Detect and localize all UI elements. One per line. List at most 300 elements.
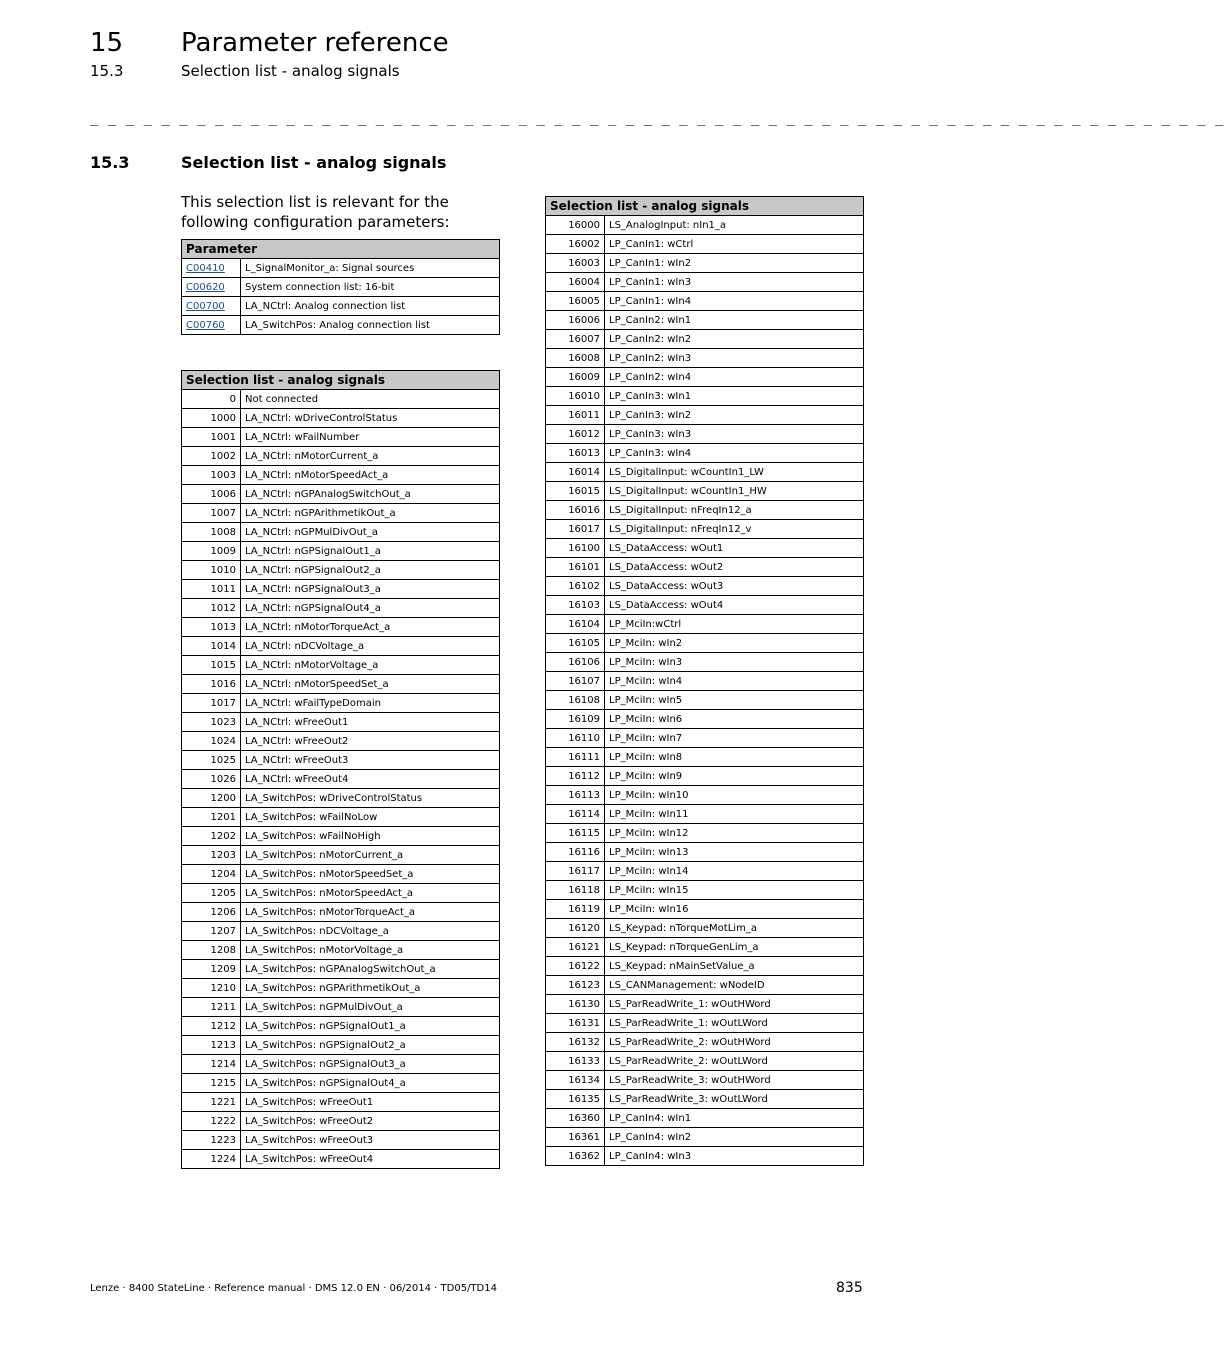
table-row [182, 922, 500, 941]
table-row [546, 710, 864, 729]
signal-name: LP_MciIn: wIn5 [605, 691, 864, 710]
signal-code: 16118 [546, 881, 605, 900]
table-row [546, 539, 864, 558]
header-section-number: 15.3 [90, 62, 124, 80]
table-row [182, 770, 500, 789]
signal-code: 16017 [546, 520, 605, 539]
left-selection-table-header: Selection list - analog signals [182, 371, 500, 390]
table-row [182, 618, 500, 637]
table-row [546, 995, 864, 1014]
signal-name: LA_NCtrl: nGPSignalOut3_a [241, 580, 500, 599]
table-row [546, 691, 864, 710]
table-row [182, 1017, 500, 1036]
signal-name: LA_SwitchPos: wFreeOut4 [241, 1150, 500, 1169]
signal-name: LP_MciIn: wIn12 [605, 824, 864, 843]
parameter-code-link[interactable]: C00620 [182, 278, 241, 297]
signal-name: LA_NCtrl: wFreeOut1 [241, 713, 500, 732]
signal-code: 16132 [546, 1033, 605, 1052]
signal-code: 16015 [546, 482, 605, 501]
left-selection-table [181, 370, 500, 1169]
signal-name: LP_MciIn: wIn15 [605, 881, 864, 900]
table-row [182, 694, 500, 713]
table-row [182, 561, 500, 580]
signal-code: 1000 [182, 409, 241, 428]
table-row [182, 316, 500, 335]
table-row [546, 919, 864, 938]
signal-name: LA_NCtrl: nGPSignalOut1_a [241, 542, 500, 561]
signal-code: 1007 [182, 504, 241, 523]
signal-name: LS_Keypad: nMainSetValue_a [605, 957, 864, 976]
signal-code: 16108 [546, 691, 605, 710]
signal-name: LA_NCtrl: nMotorTorqueAct_a [241, 618, 500, 637]
signal-name: LP_CanIn3: wIn1 [605, 387, 864, 406]
signal-code: 16000 [546, 216, 605, 235]
signal-code: 1017 [182, 694, 241, 713]
signal-name: LS_DataAccess: wOut1 [605, 539, 864, 558]
table-row [546, 463, 864, 482]
signal-name: LS_Keypad: nTorqueMotLim_a [605, 919, 864, 938]
table-row [182, 979, 500, 998]
signal-name: LA_SwitchPos: nMotorVoltage_a [241, 941, 500, 960]
table-row [546, 349, 864, 368]
signal-name: LA_SwitchPos: nGPSignalOut3_a [241, 1055, 500, 1074]
signal-code: 16008 [546, 349, 605, 368]
signal-name: LA_SwitchPos: nGPSignalOut2_a [241, 1036, 500, 1055]
signal-name: LA_SwitchPos: nMotorSpeedSet_a [241, 865, 500, 884]
signal-name: LA_SwitchPos: wFreeOut1 [241, 1093, 500, 1112]
table-row [546, 311, 864, 330]
signal-name: LA_SwitchPos: wFreeOut2 [241, 1112, 500, 1131]
signal-name: LA_SwitchPos: wFailNoHigh [241, 827, 500, 846]
table-row [546, 501, 864, 520]
parameter-table-header: Parameter [182, 240, 500, 259]
signal-name: LA_NCtrl: nGPSignalOut2_a [241, 561, 500, 580]
signal-code: 16115 [546, 824, 605, 843]
table-row [182, 428, 500, 447]
signal-name: LP_CanIn1: wIn3 [605, 273, 864, 292]
table-row [182, 789, 500, 808]
parameter-table [181, 239, 500, 335]
signal-code: 1011 [182, 580, 241, 599]
table-row [546, 406, 864, 425]
table-row [182, 1112, 500, 1131]
signal-name: LP_CanIn1: wCtrl [605, 235, 864, 254]
signal-name: LS_DataAccess: wOut3 [605, 577, 864, 596]
page-number: 835 [836, 1280, 863, 1296]
table-row [182, 941, 500, 960]
table-row [546, 1090, 864, 1109]
table-row [182, 637, 500, 656]
signal-code: 1023 [182, 713, 241, 732]
signal-name: LP_CanIn2: wIn2 [605, 330, 864, 349]
signal-name: LS_ParReadWrite_2: wOutLWord [605, 1052, 864, 1071]
signal-code: 16117 [546, 862, 605, 881]
signal-code: 16119 [546, 900, 605, 919]
signal-name: LA_SwitchPos: nMotorTorqueAct_a [241, 903, 500, 922]
signal-code: 1010 [182, 561, 241, 580]
signal-name: LP_CanIn1: wIn4 [605, 292, 864, 311]
table-row [546, 824, 864, 843]
parameter-description: L_SignalMonitor_a: Signal sources [241, 259, 500, 278]
signal-name: LP_MciIn: wIn6 [605, 710, 864, 729]
signal-code: 16104 [546, 615, 605, 634]
signal-name: LP_MciIn: wIn4 [605, 672, 864, 691]
table-row [546, 729, 864, 748]
signal-name: LP_CanIn2: wIn4 [605, 368, 864, 387]
signal-name: LP_CanIn4: wIn2 [605, 1128, 864, 1147]
signal-name: LP_CanIn4: wIn3 [605, 1147, 864, 1166]
signal-code: 0 [182, 390, 241, 409]
signal-code: 16100 [546, 539, 605, 558]
signal-code: 1015 [182, 656, 241, 675]
table-row [546, 273, 864, 292]
signal-name: LA_NCtrl: nMotorSpeedSet_a [241, 675, 500, 694]
signal-code: 16009 [546, 368, 605, 387]
signal-name: LA_NCtrl: wDriveControlStatus [241, 409, 500, 428]
table-row [182, 278, 500, 297]
table-row [546, 1128, 864, 1147]
signal-name: LS_DigitalInput: nFreqIn12_a [605, 501, 864, 520]
table-row [546, 558, 864, 577]
signal-name: LA_NCtrl: nGPArithmetikOut_a [241, 504, 500, 523]
table-row [546, 216, 864, 235]
signal-name: LP_CanIn3: wIn2 [605, 406, 864, 425]
table-row [546, 862, 864, 881]
signal-code: 16013 [546, 444, 605, 463]
signal-code: 16006 [546, 311, 605, 330]
signal-code: 1204 [182, 865, 241, 884]
table-row [546, 1071, 864, 1090]
signal-name: LP_MciIn: wIn9 [605, 767, 864, 786]
signal-name: LS_ParReadWrite_3: wOutLWord [605, 1090, 864, 1109]
signal-code: 16004 [546, 273, 605, 292]
table-row [546, 900, 864, 919]
table-row [546, 368, 864, 387]
table-row [182, 1131, 500, 1150]
signal-name: Not connected [241, 390, 500, 409]
table-row [182, 297, 500, 316]
signal-name: LS_ParReadWrite_2: wOutHWord [605, 1033, 864, 1052]
section-number: 15.3 [90, 153, 130, 172]
table-row [182, 1074, 500, 1093]
signal-code: 16120 [546, 919, 605, 938]
table-row [546, 1033, 864, 1052]
parameter-code-link[interactable]: C00760 [182, 316, 241, 335]
table-row [546, 482, 864, 501]
table-row [546, 330, 864, 349]
signal-name: LA_SwitchPos: nDCVoltage_a [241, 922, 500, 941]
signal-name: LP_MciIn: wIn2 [605, 634, 864, 653]
table-row [182, 599, 500, 618]
table-row [546, 235, 864, 254]
signal-name: LP_CanIn3: wIn3 [605, 425, 864, 444]
table-row [546, 653, 864, 672]
signal-code: 16107 [546, 672, 605, 691]
signal-code: 16112 [546, 767, 605, 786]
table-row [546, 520, 864, 539]
signal-code: 16110 [546, 729, 605, 748]
signal-code: 16002 [546, 235, 605, 254]
table-row [182, 656, 500, 675]
table-row [182, 523, 500, 542]
signal-name: LS_AnalogInput: nIn1_a [605, 216, 864, 235]
table-row [546, 1109, 864, 1128]
signal-code: 16135 [546, 1090, 605, 1109]
table-row [182, 1150, 500, 1169]
signal-code: 1002 [182, 447, 241, 466]
table-row [182, 504, 500, 523]
signal-code: 1014 [182, 637, 241, 656]
signal-name: LS_DataAccess: wOut4 [605, 596, 864, 615]
signal-name: LP_CanIn1: wIn2 [605, 254, 864, 273]
signal-code: 1024 [182, 732, 241, 751]
signal-name: LA_NCtrl: wFreeOut3 [241, 751, 500, 770]
signal-name: LP_MciIn: wIn16 [605, 900, 864, 919]
signal-code: 16105 [546, 634, 605, 653]
parameter-code-link[interactable]: C00700 [182, 297, 241, 316]
signal-code: 16011 [546, 406, 605, 425]
table-row [182, 485, 500, 504]
parameter-description: System connection list: 16-bit [241, 278, 500, 297]
signal-name: LA_SwitchPos: wDriveControlStatus [241, 789, 500, 808]
signal-name: LP_MciIn: wIn13 [605, 843, 864, 862]
table-row [182, 865, 500, 884]
table-row [182, 580, 500, 599]
signal-code: 1208 [182, 941, 241, 960]
table-row [182, 884, 500, 903]
signal-name: LA_NCtrl: nGPMulDivOut_a [241, 523, 500, 542]
signal-code: 16362 [546, 1147, 605, 1166]
signal-name: LS_Keypad: nTorqueGenLim_a [605, 938, 864, 957]
signal-code: 16103 [546, 596, 605, 615]
signal-code: 1003 [182, 466, 241, 485]
signal-code: 1008 [182, 523, 241, 542]
signal-code: 16005 [546, 292, 605, 311]
table-row [546, 1052, 864, 1071]
table-row [182, 903, 500, 922]
signal-code: 16123 [546, 976, 605, 995]
separator-line: _ _ _ _ _ _ _ _ _ _ _ _ _ _ _ _ _ _ _ _ _ _ _ _ _ _ _ _ _ _ _ _ _ _ _ _ _ _ _ _ _ _ _ _ _ _ _ _ _ _ _ _ _ _ _ _ _ _ _ _ _ _ _ _ [90, 110, 1224, 126]
signal-code: 1006 [182, 485, 241, 504]
signal-name: LA_NCtrl: wFailTypeDomain [241, 694, 500, 713]
table-row [546, 596, 864, 615]
table-row [182, 447, 500, 466]
section-title: Selection list - analog signals [181, 153, 447, 172]
signal-name: LA_NCtrl: nMotorSpeedAct_a [241, 466, 500, 485]
signal-code: 1203 [182, 846, 241, 865]
table-row [182, 1055, 500, 1074]
parameter-code-link[interactable]: C00410 [182, 259, 241, 278]
table-row [546, 786, 864, 805]
signal-name: LA_SwitchPos: nGPSignalOut1_a [241, 1017, 500, 1036]
signal-code: 1221 [182, 1093, 241, 1112]
signal-code: 1212 [182, 1017, 241, 1036]
signal-code: 1222 [182, 1112, 241, 1131]
table-row [182, 1036, 500, 1055]
signal-code: 16130 [546, 995, 605, 1014]
signal-code: 1026 [182, 770, 241, 789]
signal-code: 1223 [182, 1131, 241, 1150]
signal-name: LA_NCtrl: wFreeOut2 [241, 732, 500, 751]
table-row [182, 675, 500, 694]
signal-code: 16116 [546, 843, 605, 862]
signal-name: LA_SwitchPos: nGPArithmetikOut_a [241, 979, 500, 998]
signal-code: 16121 [546, 938, 605, 957]
signal-name: LP_CanIn4: wIn1 [605, 1109, 864, 1128]
signal-name: LA_NCtrl: wFreeOut4 [241, 770, 500, 789]
signal-code: 1211 [182, 998, 241, 1017]
table-row [546, 767, 864, 786]
table-row [546, 425, 864, 444]
signal-code: 1224 [182, 1150, 241, 1169]
signal-name: LS_DigitalInput: nFreqIn12_v [605, 520, 864, 539]
table-row [182, 390, 500, 409]
table-row [182, 960, 500, 979]
signal-code: 1009 [182, 542, 241, 561]
signal-code: 1025 [182, 751, 241, 770]
signal-name: LP_CanIn3: wIn4 [605, 444, 864, 463]
signal-code: 1016 [182, 675, 241, 694]
signal-code: 16014 [546, 463, 605, 482]
parameter-description: LA_NCtrl: Analog connection list [241, 297, 500, 316]
signal-code: 16012 [546, 425, 605, 444]
signal-code: 16003 [546, 254, 605, 273]
table-row [546, 1147, 864, 1166]
signal-code: 1200 [182, 789, 241, 808]
signal-code: 16134 [546, 1071, 605, 1090]
signal-name: LP_CanIn2: wIn1 [605, 311, 864, 330]
table-row [546, 444, 864, 463]
right-selection-table-header: Selection list - analog signals [546, 197, 864, 216]
table-row [182, 751, 500, 770]
table-row [182, 846, 500, 865]
signal-name: LS_ParReadWrite_1: wOutHWord [605, 995, 864, 1014]
signal-code: 1214 [182, 1055, 241, 1074]
signal-name: LA_NCtrl: nGPAnalogSwitchOut_a [241, 485, 500, 504]
signal-name: LA_NCtrl: nMotorCurrent_a [241, 447, 500, 466]
table-row [546, 976, 864, 995]
signal-name: LA_SwitchPos: nGPSignalOut4_a [241, 1074, 500, 1093]
signal-code: 16133 [546, 1052, 605, 1071]
table-row [546, 748, 864, 767]
chapter-number: 15 [90, 28, 124, 58]
table-row [546, 634, 864, 653]
signal-code: 1013 [182, 618, 241, 637]
signal-name: LS_ParReadWrite_1: wOutLWord [605, 1014, 864, 1033]
signal-code: 16101 [546, 558, 605, 577]
signal-name: LA_SwitchPos: wFailNoLow [241, 808, 500, 827]
signal-name: LP_MciIn:wCtrl [605, 615, 864, 634]
signal-code: 16102 [546, 577, 605, 596]
signal-code: 1201 [182, 808, 241, 827]
table-row [546, 1014, 864, 1033]
signal-code: 16106 [546, 653, 605, 672]
signal-code: 1202 [182, 827, 241, 846]
signal-name: LA_SwitchPos: nMotorSpeedAct_a [241, 884, 500, 903]
signal-code: 16122 [546, 957, 605, 976]
signal-name: LS_DataAccess: wOut2 [605, 558, 864, 577]
signal-name: LP_MciIn: wIn11 [605, 805, 864, 824]
signal-code: 1215 [182, 1074, 241, 1093]
signal-code: 1012 [182, 599, 241, 618]
signal-code: 16360 [546, 1109, 605, 1128]
signal-code: 1213 [182, 1036, 241, 1055]
signal-code: 16007 [546, 330, 605, 349]
signal-name: LA_NCtrl: wFailNumber [241, 428, 500, 447]
table-row [546, 387, 864, 406]
signal-code: 1207 [182, 922, 241, 941]
table-row [546, 292, 864, 311]
signal-name: LA_SwitchPos: wFreeOut3 [241, 1131, 500, 1150]
footer-text: Lenze · 8400 StateLine · Reference manual · DMS 12.0 EN · 06/2014 · TD05/TD14 [90, 1283, 497, 1294]
signal-code: 16361 [546, 1128, 605, 1147]
table-row [546, 672, 864, 691]
table-row [546, 881, 864, 900]
signal-name: LP_MciIn: wIn3 [605, 653, 864, 672]
signal-code: 16131 [546, 1014, 605, 1033]
table-row [182, 713, 500, 732]
table-row [182, 259, 500, 278]
signal-code: 16016 [546, 501, 605, 520]
table-row [546, 615, 864, 634]
table-row [182, 827, 500, 846]
signal-name: LP_MciIn: wIn7 [605, 729, 864, 748]
header-section-title: Selection list - analog signals [181, 62, 400, 80]
signal-name: LS_ParReadWrite_3: wOutHWord [605, 1071, 864, 1090]
signal-name: LP_MciIn: wIn14 [605, 862, 864, 881]
signal-code: 16109 [546, 710, 605, 729]
table-row [182, 998, 500, 1017]
table-row [182, 732, 500, 751]
signal-name: LS_DigitalInput: wCountIn1_LW [605, 463, 864, 482]
table-row [546, 938, 864, 957]
signal-code: 1209 [182, 960, 241, 979]
table-row [182, 466, 500, 485]
signal-code: 1205 [182, 884, 241, 903]
signal-code: 1210 [182, 979, 241, 998]
table-row [546, 254, 864, 273]
right-selection-table [545, 196, 864, 1166]
signal-name: LP_CanIn2: wIn3 [605, 349, 864, 368]
signal-name: LA_SwitchPos: nMotorCurrent_a [241, 846, 500, 865]
signal-code: 1001 [182, 428, 241, 447]
table-row [182, 409, 500, 428]
chapter-title: Parameter reference [181, 28, 449, 58]
table-row [546, 957, 864, 976]
signal-code: 1206 [182, 903, 241, 922]
signal-name: LA_SwitchPos: nGPMulDivOut_a [241, 998, 500, 1017]
table-row [546, 577, 864, 596]
table-row [182, 808, 500, 827]
signal-name: LS_DigitalInput: wCountIn1_HW [605, 482, 864, 501]
signal-name: LS_CANManagement: wNodeID [605, 976, 864, 995]
table-row [546, 843, 864, 862]
signal-code: 16111 [546, 748, 605, 767]
signal-code: 16113 [546, 786, 605, 805]
table-row [182, 542, 500, 561]
signal-name: LP_MciIn: wIn10 [605, 786, 864, 805]
signal-name: LA_NCtrl: nMotorVoltage_a [241, 656, 500, 675]
signal-name: LP_MciIn: wIn8 [605, 748, 864, 767]
signal-name: LA_NCtrl: nGPSignalOut4_a [241, 599, 500, 618]
intro-text: This selection list is relevant for the following configuration parameters: [181, 193, 450, 231]
parameter-description: LA_SwitchPos: Analog connection list [241, 316, 500, 335]
signal-code: 16010 [546, 387, 605, 406]
signal-code: 16114 [546, 805, 605, 824]
table-row [546, 805, 864, 824]
table-row [182, 1093, 500, 1112]
signal-name: LA_SwitchPos: nGPAnalogSwitchOut_a [241, 960, 500, 979]
